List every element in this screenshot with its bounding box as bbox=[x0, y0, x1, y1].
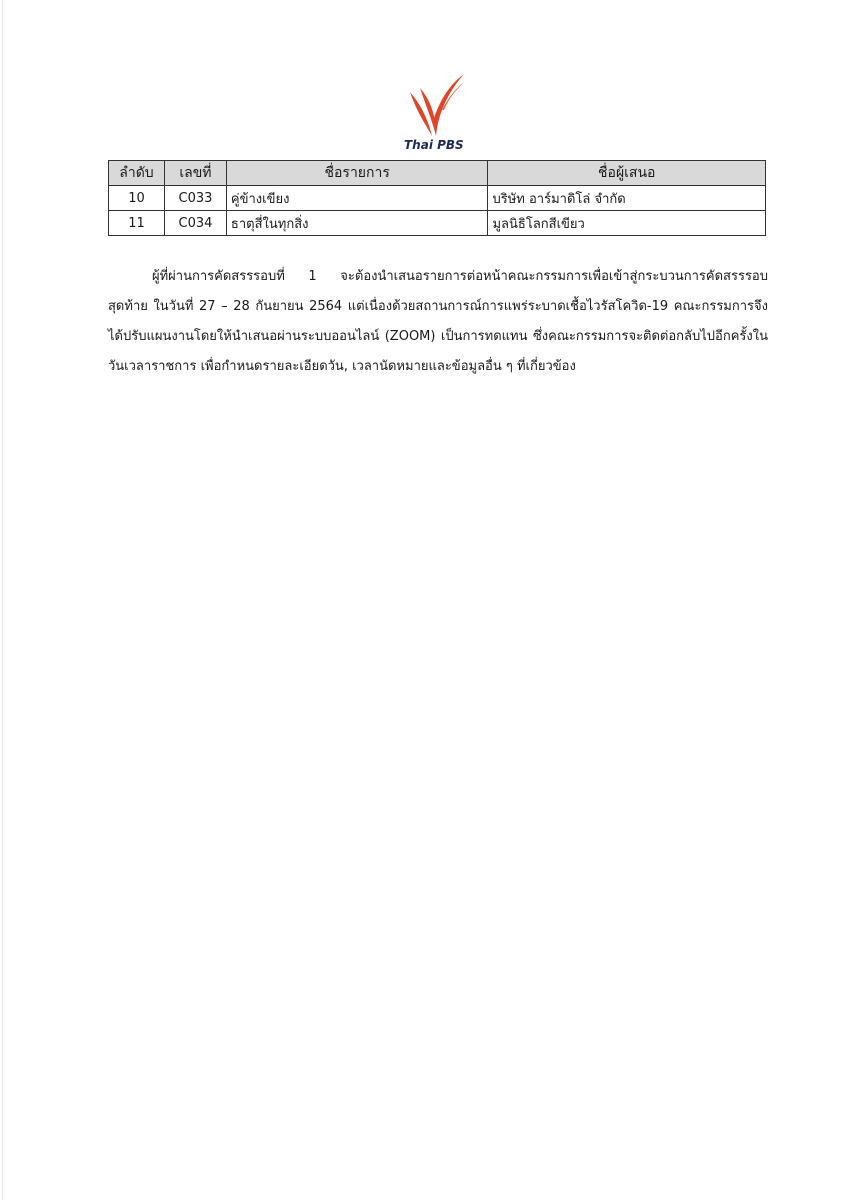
cell-program: คู่ข้างเขียง bbox=[226, 186, 488, 211]
announcement-paragraph bbox=[108, 262, 768, 382]
page-edge-line bbox=[2, 0, 3, 1200]
cell-proposer: มูลนิธิโลกสีเขียว bbox=[488, 211, 766, 236]
cell-number: C034 bbox=[164, 211, 226, 236]
header-seq: ลำดับ bbox=[109, 161, 165, 186]
header-program: ชื่อรายการ bbox=[226, 161, 488, 186]
header-number: เลขที่ bbox=[164, 161, 226, 186]
program-table bbox=[108, 160, 766, 236]
thai-pbs-bird-icon bbox=[402, 70, 466, 140]
cell-seq: 10 bbox=[109, 186, 165, 211]
table-row bbox=[109, 211, 766, 236]
header-proposer: ชื่อผู้เสนอ bbox=[488, 161, 766, 186]
table-header-row bbox=[109, 161, 766, 186]
cell-proposer: บริษัท อาร์มาดิโล่ จำกัด bbox=[488, 186, 766, 211]
thai-pbs-logo bbox=[392, 70, 482, 156]
cell-number: C033 bbox=[164, 186, 226, 211]
cell-program: ธาตุสี่ในทุกสิ่ง bbox=[226, 211, 488, 236]
cell-seq: 11 bbox=[109, 211, 165, 236]
table-row bbox=[109, 186, 766, 211]
paragraph-text: ผู้ที่ผ่านการคัดสรรรอบที่ 1 จะต้องนำเสนอรายการต่อหน้าคณะกรรมการเพื่อเข้าสู่กระบวนการคัดสรรรอบสุดท้าย ในวันที่ 27 – 28 กันยายน 2564 แต่เนื่องด้วยสถานการณ์การแพร่ระบาดเชื้อไวรัสโควิด-19 คณะกรรมการจึงได้ปรับแผนงานโดยให้นำเสนอผ่านระบบออนไลน์ (ZOOM) เป็นการทดแทน ซึ่งคณะกรรมการจะติดต่อกลับไปอีกครั้งในวันเวลาราชการ เพื่อกำหนดรายละเอียดวัน, เวลานัดหมายและข้อมูลอื่น ๆ ที่เกี่ยวข้อง bbox=[108, 269, 768, 374]
logo-wordmark: Thai PBS bbox=[404, 138, 464, 152]
